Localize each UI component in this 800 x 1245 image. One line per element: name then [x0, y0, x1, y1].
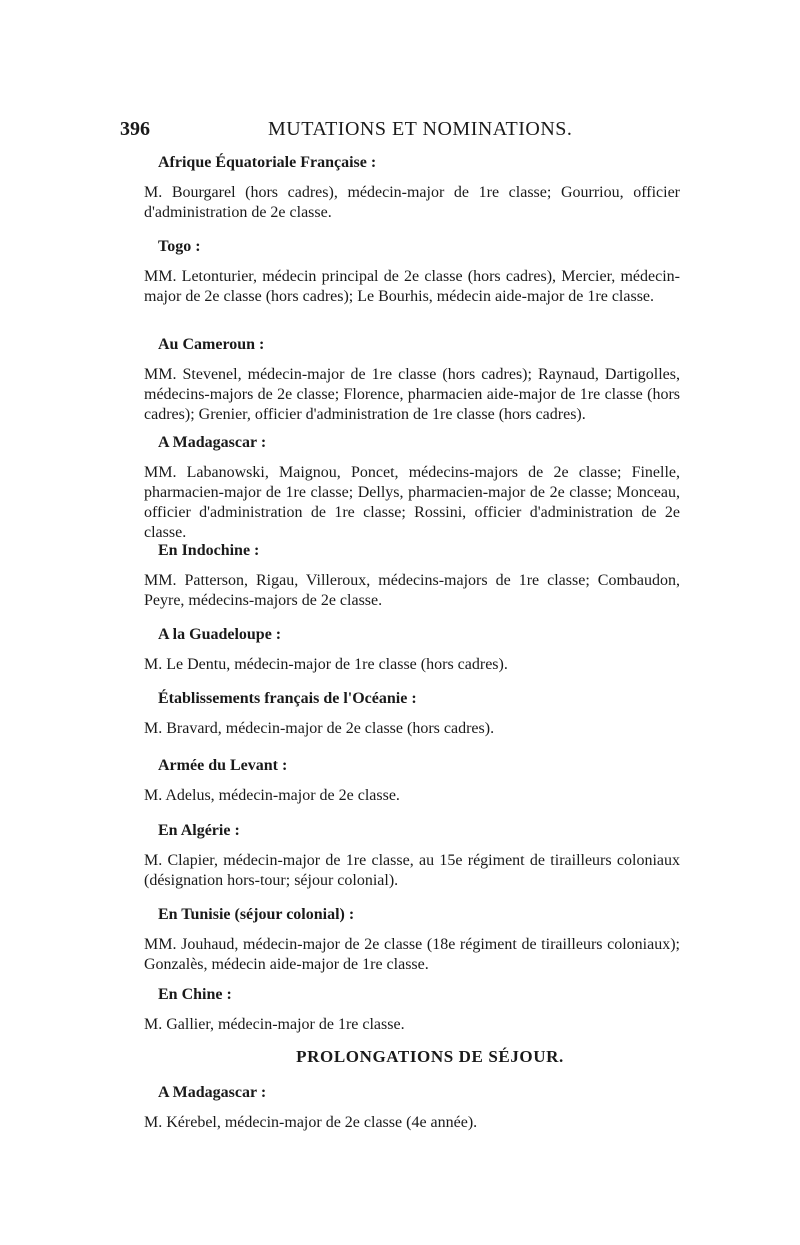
section-heading: En Indochine : — [158, 542, 260, 559]
section-heading: En Chine : — [158, 986, 232, 1003]
prolongations-title: PROLONGATIONS DE SÉJOUR. — [296, 1047, 564, 1066]
section-guadeloupe — [120, 624, 680, 675]
section-cameroun — [120, 334, 680, 425]
section-levant — [120, 755, 680, 806]
section-text: MM. Labanowski, Maignou, Poncet, médecins-majors de 2e classe; Finelle, pharmacien-major de 1re classe; Dellys, pharmacien-major de 2e classe; Monceau, officier d'administration de 1re classe; Rossini, officier d'administration de 2e classe. — [144, 464, 680, 541]
section-text: MM. Letonturier, médecin principal de 2e classe (hors cadres), Mercier, médecin-major de 2e classe (hors cadres); Le Bourhis, médecin aide-major de 1re classe. — [144, 268, 680, 305]
section-togo — [120, 236, 680, 307]
section-heading: Établissements français de l'Océanie : — [158, 690, 417, 707]
section-algerie — [120, 820, 680, 891]
running-title: MUTATIONS ET NOMINATIONS. — [268, 118, 573, 140]
section-heading: En Algérie : — [158, 822, 240, 839]
section-text: MM. Stevenel, médecin-major de 1re classe (hors cadres); Raynaud, Dartigolles, médecins-majors de 2e classe; Florence, pharmacien aide-major de 1re classe (hors cadres); Grenier, officier d'administration de 1re classe (hors cadres). — [144, 366, 680, 423]
section-indochine — [120, 540, 680, 611]
page-number: 396 — [120, 118, 150, 140]
section-text: M. Gallier, médecin-major de 1re classe. — [144, 1016, 405, 1033]
section-text: MM. Jouhaud, médecin-major de 2e classe (18e régiment de tirailleurs coloniaux); Gonzalès, médecin aide-major de 1re classe. — [144, 936, 680, 973]
section-text: M. Bourgarel (hors cadres), médecin-major de 1re classe; Gourriou, officier d'administration de 2e classe. — [144, 184, 680, 221]
page-header — [120, 118, 680, 146]
section-text: M. Adelus, médecin-major de 2e classe. — [144, 787, 400, 804]
section-heading: Togo : — [158, 238, 201, 255]
section-heading: A la Guadeloupe : — [158, 626, 282, 643]
section-chine — [120, 984, 680, 1035]
section-heading: Afrique Équatoriale Française : — [158, 154, 377, 171]
section-text: M. Le Dentu, médecin-major de 1re classe (hors cadres). — [144, 656, 508, 673]
section-afrique-equatoriale — [120, 152, 680, 223]
section-heading: A Madagascar : — [158, 1084, 267, 1101]
section-oceanie — [120, 688, 680, 739]
section-tunisie — [120, 904, 680, 975]
section-heading: Armée du Levant : — [158, 757, 288, 774]
section-prolongation-madagascar — [120, 1082, 680, 1133]
section-text: M. Bravard, médecin-major de 2e classe (hors cadres). — [144, 720, 495, 737]
section-text: M. Kérebel, médecin-major de 2e classe (4e année). — [144, 1114, 478, 1131]
section-heading: Au Cameroun : — [158, 336, 265, 353]
section-heading: A Madagascar : — [158, 434, 267, 451]
section-text: MM. Patterson, Rigau, Villeroux, médecins-majors de 1re classe; Combaudon, Peyre, médecins-majors de 2e classe. — [144, 572, 680, 609]
section-heading: En Tunisie (séjour colonial) : — [158, 906, 355, 923]
section-text: M. Clapier, médecin-major de 1re classe, au 15e régiment de tirailleurs coloniaux (désignation hors-tour; séjour colonial). — [144, 852, 680, 889]
section-madagascar — [120, 432, 680, 543]
